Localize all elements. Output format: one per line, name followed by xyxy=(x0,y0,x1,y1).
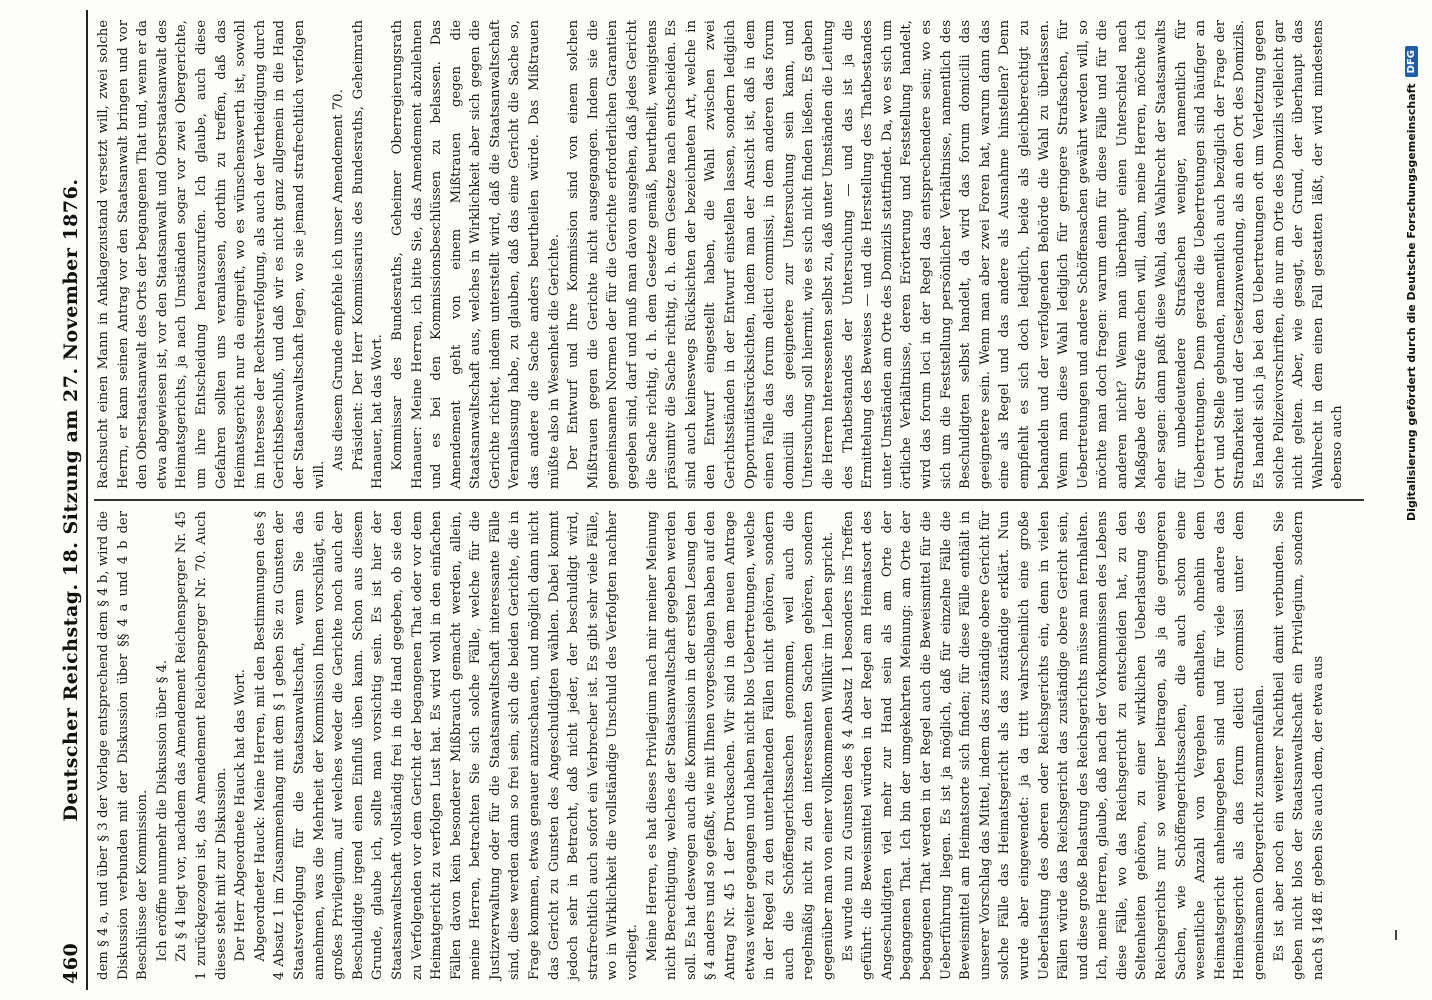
dfg-logo: DFG xyxy=(1405,46,1418,77)
paragraph: Es wurde nun zu Gunsten des § 4 Absatz 1 besonders ins Treffen geführt: die Beweismittel würden in der Regel am Heimatsort des Angeschuldigten viel mehr zur Hand sein als am Orte der begangenen That. Ich bin der umgekehrten Meinung: am Orte der begangenen That werden in der Regel auch die Beweismittel für die Ueberführung liegen. Es ist ja möglich, daß für einzelne Fälle die Beweismittel am Heimatsorte sich finden; für diese Fälle enthält in unserer Vorschlag das Mittel, indem das zuständige obere Gericht für solche Fälle das Heimatsgericht als das zuständige erklärt. Nun wurde aber eingewendet: ja da tritt wahrscheinlich eine große Ueberlastung des oberen oder Reichsgerichts ein, denn in vielen Fällen würde das Reichsgericht das zuständige obere Gericht sein, und diese große Belastung des Reichsgerichts müsse man fernhalten. Ich, meine Herren, glaube, daß nach der Vorkommnissen des Lebens diese Fälle, wo das Reichsgericht zu entscheiden hat, zu den Seltenheiten gehören, zu einer wirklichen Ueberlastung des Reichsgerichts nur so weniger beitragen, als ja die geringeren Sachen, wie Schöffengerichtssachen, die auch schon eine wesentliche Anzahl von Vergehen enthalten, ohnehin dem Heimatsgericht anheimgegeben sind und für viele andere das Heimatsgericht als das forum delicti commissi unter dem gemeinsamen Obergericht zusammenfallen. xyxy=(840,511,1268,980)
stamp-text-wrap xyxy=(1400,1,1422,521)
right-column xyxy=(94,10,1364,499)
paragraph: Meine Herren, es hat dieses Privilegium nach mir meiner Meinung nicht Berechtigung, welches der Staatsanwaltschaft gegeben werden soll. Es hat deswegen auch die Kommission in der ersten Lesung den § 4 anders und so gefaßt, wie mit Ihnen vorgeschlagen haben auf den Antrag Nr. 45 1 der Drucksachen. Wir sind in dem neuen Antrage etwas weiter gegangen und haben nicht blos Uebertretungen, welche in der Regel zu den unterhaltenden Fällen nicht gehören, sondern auch die Schöffengerichtssachen genommen, weil auch die regelmäßig nicht zu den interessanten Sachen gehören, sondern gegenüber man von einer vollkommenen Willkür im Leben spricht. xyxy=(644,511,836,980)
paragraph: Der Entwurf und Ihre Kommission sind von einem solchen Mißtrauen gegen die Gerichte nicht ausgegangen. Indem sie die gemeinsamen Normen der für die Gerichte erforderlichen Garantien gegeben sind, darf und muß man davon ausgehen, daß jedes Gericht die Sache richtig, d. h. dem Gesetze gemäß, beurtheilt, wenigstens präsumtiv die Sache richtig, d. h. dem Gesetze nach entscheiden. Es sind auch keineswegs Rücksichten der bezeichneten Art, welche in den Entwurf eingestellt haben, die Wahl zwischen zwei Gerichtsständen in der Entwurf einstellen lassen, sondern lediglich Opportunitätsrücksichten, indem man der Ansicht ist, daß in dem einen Falle das forum delicti commissi, in dem anderen das forum domicilii das geeignetere zur Untersuchung sein kann, und Untersuchung soll hiermit, wie es sich nicht finden ließen. Es gaben die Herren Interessenten selbst zu, daß unter Umständen die Leitung des Thatbestandes der Untersuchung — und das ist ja die Ermittelung des Beweises — und die Herstellung des Thatbestandes unter Umständen am Orte des Domizils stattfindet. Da, wo es sich um örtliche Verhältnisse, deren Erörterung und Feststellung handelt, wird das forum loci in der Regel das entsprechendere sein; wo es sich um die Feststellung persönlicher Verhältnisse, namentlich des Beschuldigten selbst handelt, da wird das forum domicilii das geeignetere sein. Wenn man aber zwei Foren hat, warum dann das eine als Regel und das andere als Ausnahme hinstellen? Denn empfiehlt es sich doch lediglich, beide als gleichberechtigt zu behandeln und der verfolgenden Behörde die Wahl zu überlassen. Wenn man diese Wahl lediglich für geringere Strafsachen, für Uebertretungen und andere Schöffensachen gewährt werden will, so möchte man doch fragen: warum denn für diese Fälle und für die anderen nicht? Wenn man überhaupt einen Unterschied nach Maßgabe der Strafe machen will, dann, meine Herren, möchte ich eher sagen: dann paßt diese Wahl, das Wahlrecht der Staatsanwalts für unbedeutendere Strafsachen weniger, namentlich für Uebertretungen. Denn gerade die Uebertretungen sind häufiger an Ort und Stelle gebunden, namentlich auch bezüglich der Frage der Strafbarkeit und der Gesetzanwendung, als an den Ort des Domizils. Es handelt sich ja bei den Uebertretungen oft um Verletzung gegen solche Polizeivorschriften, die nur am Orte des Domizils vielleicht gar nicht gelten. Aber, wie gesagt, der Grund, der überhaupt das Wahlrecht in dem einen Fall gestatten läßt, der wird mindestens ebenso auch xyxy=(566,20,1346,489)
page-number: 460 xyxy=(60,942,82,984)
scan-edge-mark xyxy=(1395,930,1397,940)
stamp-text: Digitalisierung gefördert durch die Deutsche Forschungsgemeinschaft xyxy=(1404,83,1418,521)
page-content-area xyxy=(40,0,1400,1000)
paragraph: dem § 4 a, und über § 3 der Vorlage entsprechend dem § 4 b, wird die Diskussion verbunden mit der Diskussion über §§ 4 a und 4 b der Beschlüsse der Kommission. xyxy=(96,511,151,980)
text-columns xyxy=(94,10,1364,990)
running-header xyxy=(60,10,88,990)
digitization-stamp xyxy=(1398,0,1424,1000)
paragraph: Zu § 4 liegt vor, nachdem das Amendement Reichensperger Nr. 45 1 zurückgezogen ist, das Amendement Reichensperger Nr. 70. Auch dieses steht mit zur Diskussion. xyxy=(174,511,229,980)
paragraph: Präsident: Der Herr Kommissarius des Bundesraths, Geheimrath Hanauer, hat das Wort. xyxy=(350,20,386,489)
paragraph: Der Herr Abgeordnete Hauck hat das Wort. xyxy=(233,669,249,962)
paragraph: Aus diesem Grunde empfehle ich unser Amendement 70. xyxy=(331,89,347,471)
paragraph: Rachsucht einen Mann in Anklagezustand versetzt will, zwei solche Herrn, er kann seinen Antrag vor den Staatsanwalt bringen und vor den Oberstaatsanwalt des Orts der begangenen That und, wenn er da etwa abgewiesen ist, vor den Staatsanwalt und Oberstaatsanwalt des Heimatsgerichts, ja nach Umständen sogar vor zwei Obergerichte, um ihre Entscheidung herauszurufen. Ich glaube, auch diese Gefahren sollten uns veranlassen, dorthin zu treffen, daß das Heimatsgericht nur da eingreift, wo es wünschenswerth ist, sowohl im Interesse der Rechtsverfolgung, als auch der Vertheidigung durch Gerichtsbeschluß, und daß wir es nicht ganz allgemein in die Hand der Staatsanwaltschaft legen, wo sie jemand strafrechtlich verfolgen will. xyxy=(96,20,327,489)
rotated-page xyxy=(60,10,1380,990)
column-divider xyxy=(94,499,1364,501)
paragraph: Abgeordneter Hauck: Meine Herren, mit den Bestimmungen des § 4 Absatz 1 im Zusammenhang mit dem § 1 geben Sie zu Gunsten der Staatsverfolgung für die Staatsanwaltschaft, wenn Sie das annehmen, was die Mehrheit der Kommission Ihnen vorschlägt, ein großes Privilegium, auf welches weder die Gerichte noch auch der Beschuldigte irgend einen Einfluß üben kann. Schon aus diesem Grunde, glaube ich, sollte man vorsichtig sein. Es ist hier der Staatsanwaltschaft vollständig frei in die Hand gegeben, ob sie den zu Verfolgenden vor dem Gericht der begangenen That oder vor dem Heimatgericht zu verfolgen Lust hat. Es wird wohl in den einfachen Fällen davon kein besonderer Mißbrauch gemacht werden, allein, meine Herren, betrachten Sie sich solche Fälle, welche für die Justizverwaltung oder für die Staatsanwaltschaft interessante Fälle sind, diese werden dann so frei sein, sich die beiden Gerichte, die in Frage kommen, etwas genauer anzuschauen, und möglich dann nicht das Gericht zu Gunsten des Angeschuldigten wählen. Dabei kommt jedoch sehr in Betracht, daß nicht jeder, der beschuldigt wird, strafrechtlich auch sofort ein Verbrecher ist. Es gibt sehr viele Fälle, wo in Wirklichkeit die vollständige Unschuld des Verfolgten nachher vorliegt. xyxy=(252,511,641,980)
left-column xyxy=(94,501,1364,990)
paragraph: Es ist aber noch ein weiterer Nachtheil damit verbunden. Sie geben nicht blos der Staatsanwaltschaft ein Privilegium, sondern nach § 148 ff. geben Sie auch dem, der etwa aus xyxy=(1271,511,1326,980)
paragraph: Kommissar des Bundesraths, Geheimer Oberregierungsrath Hanauer: Meine Herren, ich bitte Sie, das Amendement abzulehnen und es bei den Kommissionsbeschlüssen zu belassen. Das Amendement geht von einem Mißtrauen gegen die Staatsanwaltschaft aus, welches in Wirklichkeit aber sich gegen die Gerichte richtet, indem unterstellt wird, daß die Staatsanwaltschaft Veranlassung habe, zu glauben, daß das eine Gericht die Sache so, das andere die Sache anders beurtheilen würde. Das Mißtrauen müßte also in Wesenheit die Gerichte. xyxy=(389,20,562,489)
paragraph: Ich eröffne nunmehr die Diskussion über § 4. xyxy=(154,659,170,962)
running-title: Deutscher Reichstag. 18. Sitzung am 27. November 1876. xyxy=(60,178,82,822)
